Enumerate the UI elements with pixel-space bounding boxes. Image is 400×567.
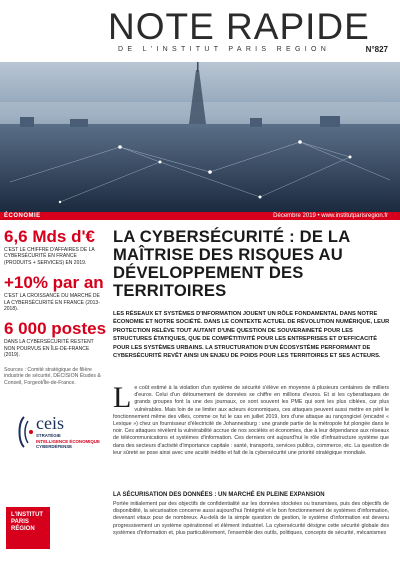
section-body: Portée initialement par des objectifs de confidentialité sur les données stockées ou transmises, puis des objectifs de disponibilité, la sécurisation concerne aussi aujourd'hui l'intégrité et le bon fonctionnement de systèmes d'information, devenant vitaux pour de nombreux. Au-delà de la simple question de gestion, le système d'information est devenu progressivement un système opérationnel et élément industriel. La cybersécurité désigne cette sécurité globale des systèmes d'information et, plus particulièrement, l'ensemble des outils, politiques, concepts de sécurité, mécanismes <box>113 501 389 536</box>
publication-subtitle: DE L'INSTITUT PARIS REGION <box>118 46 331 53</box>
article-headline: LA CYBERSÉCURITÉ : DE LA MAÎTRISE DES RISQUES AU DÉVELOPPEMENT DES TERRITOIRES <box>113 227 350 300</box>
article-body <box>113 381 389 457</box>
partner-tagline-line: CYBERDÉFENSE <box>36 444 73 449</box>
partner-tagline-line: INTELLIGENCE ÉCONOMIQUE <box>36 438 100 444</box>
issue-number: N°827 <box>365 45 388 54</box>
key-figure-caption: DANS LA CYBERSÉCURITÉ RESTENT NON POURVUS EN ÎLE-DE-FRANCE (2019). <box>4 339 94 359</box>
theme-label: ÉCONOMIE <box>4 213 41 219</box>
article-lead: LES RÉSEAUX ET SYSTÈMES D'INFORMATION JOUENT UN RÔLE FONDAMENTAL DANS NOTRE ÉCONOMIE ET NOTRE SOCIÉTÉ. DANS LE CONTEXTE ACTUEL DE RÉVOLUTION NUMÉRIQUE, LEUR PROTECTION RELÈVE TOUT AUTANT D'UNE QUESTION DE SOUVERAINETÉ POUR LES STRUCTURES ÉTATIQUES, QUE DE COMPÉTITIVITÉ POUR LES ENTREPRISES ET D'EFFICACITÉ POUR LES SYSTÈMES URBAINS. LA STRUCTURATION D'UN ÉCOSYSTÈME PERFORMANT DE CYBERSÉCURITÉ REVÊT AINSI UN ENJEU DE POIDS POUR LES TERRITOIRES ET SES ACTEURS. <box>113 311 390 360</box>
key-figures-sidebar <box>4 227 107 386</box>
key-figure-value: +10% par an <box>4 273 104 293</box>
sources-note: Sources : Comité stratégique de filière industrie de sécurité, DÉCISION Études & Conseil, Forgeot/Île-de-France. <box>4 366 101 386</box>
partner-tagline-line: STRATÉGIE <box>36 433 61 438</box>
date-and-website: Décembre 2019 • www.institutparisregion.fr <box>273 213 388 219</box>
key-figure <box>4 274 104 312</box>
publication-title: NOTE RAPIDE <box>108 6 370 47</box>
key-figure-value: 6,6 Mds d'€ <box>4 227 95 246</box>
key-figure <box>4 228 104 266</box>
logo-line: PARIS <box>11 519 29 525</box>
logo-line: RÉGION <box>11 526 35 532</box>
drop-cap: L <box>113 381 132 414</box>
key-figure-caption: C'EST LE CHIFFRE D'AFFAIRES DE LA CYBERSÉCURITÉ EN FRANCE (PRODUITS + SERVICES) EN 2019. <box>4 247 95 266</box>
partner-logo <box>14 413 106 457</box>
article-header <box>113 228 391 360</box>
partner-tagline <box>36 433 106 450</box>
key-figure-value: 6 000 postes <box>4 319 107 339</box>
logo-line: L'INSTITUT <box>11 512 44 518</box>
cover-photo <box>0 62 400 212</box>
key-figure <box>4 319 107 359</box>
institut-logo <box>6 507 50 549</box>
paris-skyline-illustration <box>0 62 400 212</box>
partner-emblem-icon <box>14 415 34 449</box>
key-figure-caption: C'EST LA CROISSANCE DU MARCHÉ DE LA CYBERSÉCURITÉ EN FRANCE (2013-2018). <box>4 293 100 313</box>
article-body-text: e coût estimé à la violation d'un système de sécurité s'élève en moyenne à plusieurs centaines de milliers d'euros. Celui d'un détournement de données se chiffre en millions d'euros. Et si les cyberattaques de grands groupes font la une des journaux, ce sont souvent les PME qui sont les plus ciblées, car plus vulnérables. Mais loin de se limiter aux acteurs économiques, ces attaques peuvent aussi mettre en péril le fonctionnement même des villes, comme ce fut le cas en juillet 2019, lors d'une attaque au rançongiciel (encadré « Lexique ») chez un fournisseur d'électricité de Johannesburg : une grande partie de la métropole fut plongée dans le noir. Ces attaques révèlent la vulnérabilité accrue de nos sociétés et économies, due à leur dépendance aux réseaux de télécommunications et systèmes d'information. Ces derniers ont aujourd'hui le rôle d'infrastructure système que dans des secteurs d'activité d'importance capitale : santé, transports, services publics, commerce, etc. La question de leur sûreté se pose ainsi avec une acuité inédite et fait de la cybersécurité une priorité stratégique mondiale. <box>113 385 389 456</box>
institut-logo-text <box>11 512 43 533</box>
partner-name: ceis <box>36 413 64 433</box>
masthead <box>0 0 400 62</box>
section-heading: LA SÉCURISATION DES DONNÉES : UN MARCHÉ EN PLEINE EXPANSION <box>113 492 325 498</box>
